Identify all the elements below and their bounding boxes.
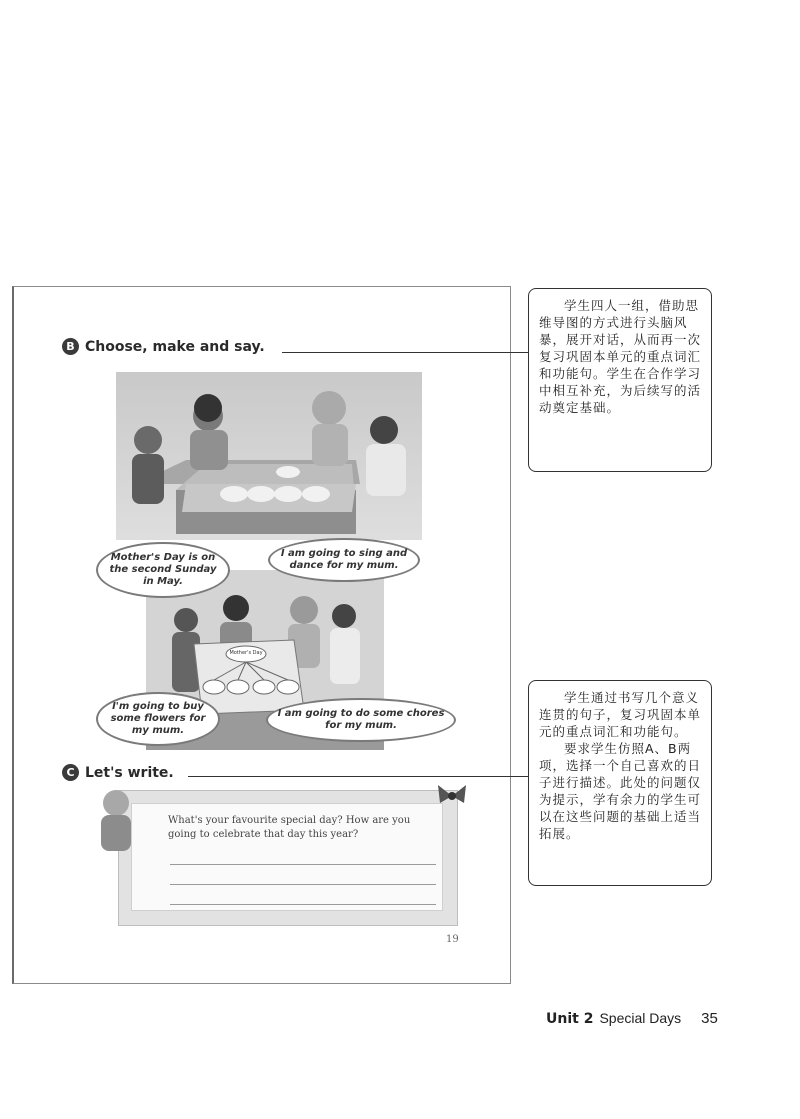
textbook-page-number: 19 bbox=[446, 934, 459, 945]
footer-page-number: 35 bbox=[701, 1010, 718, 1027]
page-footer bbox=[546, 1010, 718, 1027]
footer-unit: Unit 2 bbox=[546, 1011, 594, 1027]
speech-bubble-sing-dance: I am going to sing and dance for my mum. bbox=[268, 538, 420, 582]
writing-prompt: What's your favourite special day? How are you going to celebrate that day this year? bbox=[168, 815, 411, 840]
section-c-title: Let's write. bbox=[85, 764, 174, 781]
speech-bubble-mothers-day-date: Mother's Day is on the second Sunday in May. bbox=[96, 542, 230, 598]
section-b-header bbox=[62, 338, 265, 355]
teacher-note-section-c bbox=[528, 680, 712, 886]
writing-line-1 bbox=[170, 864, 436, 865]
writing-line-3 bbox=[170, 904, 436, 905]
speech-bubble-buy-flowers: I'm going to buy some flowers for my mum. bbox=[96, 692, 220, 746]
teacher-note-c-text-1: 学生通过书写几个意义连贯的句子，复习巩固本单元的重点词汇和功能句。 bbox=[539, 690, 702, 739]
leader-line-b bbox=[282, 352, 528, 353]
footer-unit-title: Special Days bbox=[599, 1010, 682, 1026]
writing-card bbox=[118, 790, 458, 926]
illustration-kids-at-table bbox=[116, 372, 422, 540]
leader-line-c bbox=[188, 776, 528, 777]
teacher-note-c-text-2: 要求学生仿照A、B两项，选择一个自己喜欢的日子进行描述。此处的问题仅为提示，学有余力的学生可以在这些问题的基础上适当拓展。 bbox=[539, 741, 702, 841]
writing-line-2 bbox=[170, 884, 436, 885]
section-c-header bbox=[62, 764, 174, 781]
mind-map-center-label: Mother's Day bbox=[229, 650, 263, 656]
teacher-note-section-b bbox=[528, 288, 712, 472]
speech-bubble-chores: I am going to do some chores for my mum. bbox=[266, 698, 456, 742]
writing-area bbox=[131, 803, 443, 911]
teacher-note-b-text: 学生四人一组，借助思维导图的方式进行头脑风暴，展开对话，从而再一次复习巩固本单元的重点词汇和功能句。学生在合作学习中相互补充，为后续写的活动奠定基础。 bbox=[539, 298, 702, 415]
section-c-badge: C bbox=[62, 764, 79, 781]
section-b-badge: B bbox=[62, 338, 79, 355]
section-b-title: Choose, make and say. bbox=[85, 338, 265, 355]
